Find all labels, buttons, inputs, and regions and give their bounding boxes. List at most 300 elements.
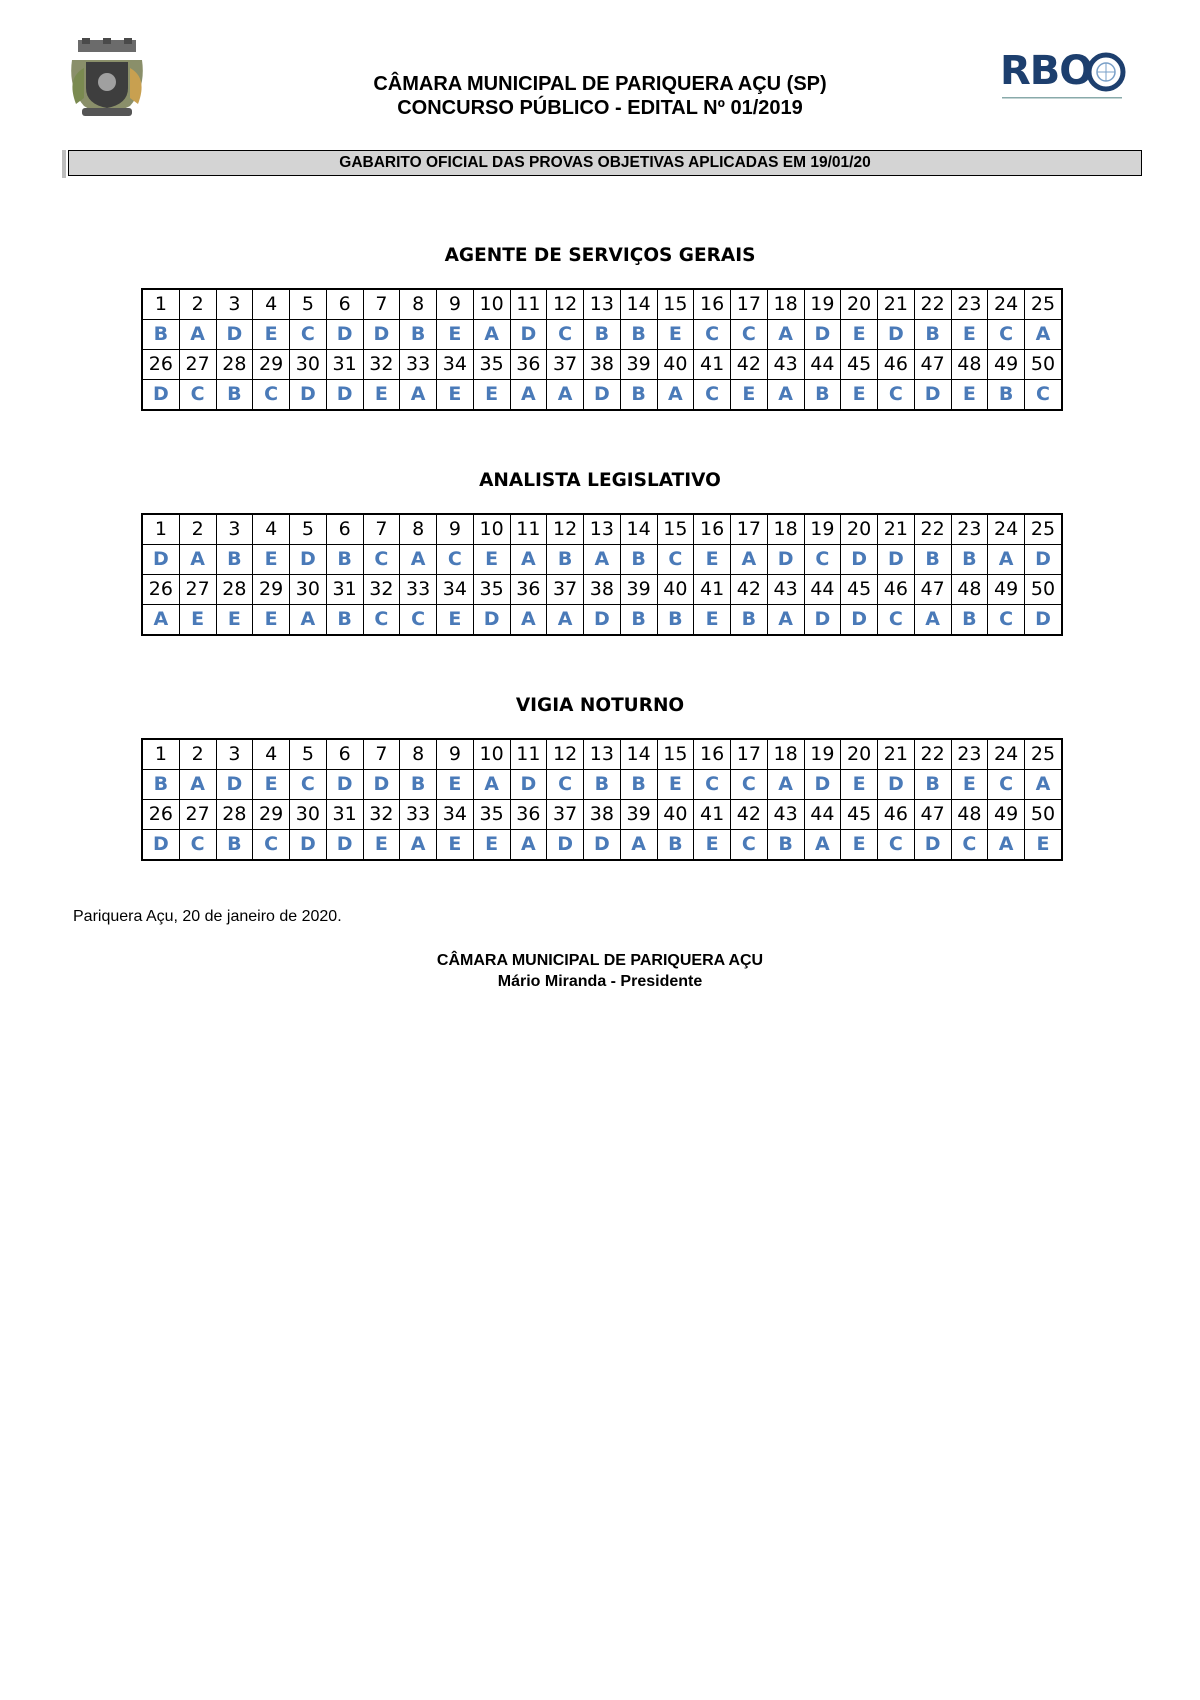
answer-cell: B — [400, 770, 437, 800]
answer-cell: C — [804, 545, 841, 575]
question-number: 38 — [584, 800, 621, 830]
answer-cell: E — [473, 830, 510, 861]
question-number: 16 — [694, 514, 731, 545]
question-number: 49 — [988, 800, 1025, 830]
answer-cell: B — [216, 830, 253, 861]
question-number: 44 — [804, 350, 841, 380]
question-number: 1 — [142, 514, 179, 545]
answer-cell: C — [878, 605, 915, 636]
question-number: 17 — [731, 739, 768, 770]
question-number: 42 — [731, 575, 768, 605]
answer-cell: E — [694, 545, 731, 575]
question-number: 44 — [804, 800, 841, 830]
question-number: 19 — [804, 289, 841, 320]
question-number: 47 — [914, 350, 951, 380]
question-number: 7 — [363, 739, 400, 770]
answer-cell: C — [951, 830, 988, 861]
answer-cell: D — [216, 320, 253, 350]
answer-cell: E — [179, 605, 216, 636]
answer-cell: E — [841, 320, 878, 350]
answer-cell: E — [363, 830, 400, 861]
question-number: 23 — [951, 739, 988, 770]
answer-cell: C — [253, 830, 290, 861]
answer-cell: D — [510, 320, 547, 350]
answer-cell: D — [878, 320, 915, 350]
question-number: 12 — [547, 289, 584, 320]
title-line-1: CÂMARA MUNICIPAL DE PARIQUERA AÇU (SP) — [373, 73, 827, 95]
question-number: 20 — [841, 289, 878, 320]
answer-cell: D — [510, 770, 547, 800]
question-number: 28 — [216, 350, 253, 380]
answer-cell: E — [253, 770, 290, 800]
municipal-crest-icon — [64, 38, 150, 120]
question-number: 21 — [878, 514, 915, 545]
question-number: 50 — [1025, 575, 1062, 605]
question-number: 37 — [547, 800, 584, 830]
question-number: 28 — [216, 575, 253, 605]
answer-cell: C — [363, 605, 400, 636]
question-number: 30 — [290, 350, 327, 380]
answer-cell: C — [988, 320, 1025, 350]
question-number: 43 — [767, 575, 804, 605]
question-number: 32 — [363, 800, 400, 830]
question-number: 4 — [253, 289, 290, 320]
question-number: 16 — [694, 739, 731, 770]
question-number-row — [142, 575, 1062, 605]
question-number: 6 — [326, 289, 363, 320]
question-number: 11 — [510, 514, 547, 545]
answer-cell: B — [914, 545, 951, 575]
question-number-row — [142, 800, 1062, 830]
question-number: 11 — [510, 739, 547, 770]
answer-cell: D — [1025, 605, 1062, 636]
question-number: 15 — [657, 514, 694, 545]
question-number: 4 — [253, 739, 290, 770]
question-number: 9 — [437, 514, 474, 545]
answer-cell: D — [142, 545, 179, 575]
question-number: 7 — [363, 289, 400, 320]
question-number: 32 — [363, 350, 400, 380]
place-date: Pariquera Açu, 20 de janeiro de 2020. — [73, 908, 342, 925]
answer-cell: C — [731, 770, 768, 800]
answer-cell: A — [620, 830, 657, 861]
answer-cell: E — [694, 605, 731, 636]
answer-cell: E — [841, 830, 878, 861]
question-number: 46 — [878, 800, 915, 830]
answer-cell: B — [400, 320, 437, 350]
answer-cell: B — [547, 545, 584, 575]
question-number: 14 — [620, 514, 657, 545]
answer-cell: D — [767, 545, 804, 575]
answer-cell: E — [253, 545, 290, 575]
answer-cell: D — [841, 605, 878, 636]
question-number-row — [142, 289, 1062, 320]
question-number: 10 — [473, 514, 510, 545]
question-number: 24 — [988, 289, 1025, 320]
answer-cell: A — [510, 380, 547, 411]
question-number: 48 — [951, 800, 988, 830]
question-number: 25 — [1025, 289, 1062, 320]
question-number: 44 — [804, 575, 841, 605]
question-number: 45 — [841, 350, 878, 380]
answer-cell: A — [767, 320, 804, 350]
question-number: 15 — [657, 289, 694, 320]
answer-cell: B — [142, 770, 179, 800]
answer-row — [142, 830, 1062, 861]
question-number: 21 — [878, 739, 915, 770]
answer-cell: E — [951, 770, 988, 800]
answer-cell: D — [363, 770, 400, 800]
question-number: 10 — [473, 289, 510, 320]
answer-cell: A — [767, 770, 804, 800]
question-number: 21 — [878, 289, 915, 320]
question-number: 36 — [510, 575, 547, 605]
question-number: 5 — [290, 739, 327, 770]
question-number: 25 — [1025, 739, 1062, 770]
question-number: 14 — [620, 739, 657, 770]
question-number: 35 — [473, 350, 510, 380]
question-number: 50 — [1025, 350, 1062, 380]
question-number: 26 — [142, 350, 179, 380]
answer-cell: C — [253, 380, 290, 411]
section-title: VIGIA NOTURNO — [515, 695, 685, 716]
question-number: 9 — [437, 739, 474, 770]
answer-cell: A — [547, 380, 584, 411]
section-title: ANALISTA LEGISLATIVO — [479, 470, 721, 491]
answer-cell: A — [142, 605, 179, 636]
answer-cell: E — [657, 320, 694, 350]
answer-cell: A — [804, 830, 841, 861]
question-number: 8 — [400, 514, 437, 545]
question-number: 1 — [142, 289, 179, 320]
answer-cell: C — [731, 320, 768, 350]
answer-cell: D — [326, 770, 363, 800]
answer-cell: C — [400, 605, 437, 636]
answer-cell: B — [620, 770, 657, 800]
answer-cell: B — [584, 320, 621, 350]
section-agente — [0, 242, 1200, 405]
answer-cell: D — [804, 770, 841, 800]
question-number: 37 — [547, 575, 584, 605]
answer-cell: D — [547, 830, 584, 861]
answer-cell: D — [1025, 545, 1062, 575]
question-number: 13 — [584, 289, 621, 320]
question-number: 2 — [179, 739, 216, 770]
answer-cell: B — [914, 770, 951, 800]
answer-cell: A — [510, 605, 547, 636]
question-number: 22 — [914, 514, 951, 545]
signature-org: CÂMARA MUNICIPAL DE PARIQUERA AÇU — [436, 952, 764, 969]
answer-cell: E — [731, 380, 768, 411]
question-number: 5 — [290, 514, 327, 545]
question-number: 32 — [363, 575, 400, 605]
answer-cell: B — [620, 605, 657, 636]
section-analista — [0, 467, 1200, 630]
answer-cell: A — [400, 830, 437, 861]
question-number: 33 — [400, 575, 437, 605]
question-number: 48 — [951, 575, 988, 605]
answer-cell: E — [253, 320, 290, 350]
title-line-2: CONCURSO PÚBLICO - EDITAL Nº 01/2019 — [397, 97, 803, 119]
answer-cell: B — [804, 380, 841, 411]
answer-cell: A — [731, 545, 768, 575]
question-number: 7 — [363, 514, 400, 545]
question-number: 26 — [142, 800, 179, 830]
section-title: AGENTE DE SERVIÇOS GERAIS — [444, 245, 756, 266]
answer-grid — [141, 288, 1063, 411]
question-number: 42 — [731, 350, 768, 380]
answer-cell: D — [804, 320, 841, 350]
question-number: 41 — [694, 350, 731, 380]
question-number: 29 — [253, 575, 290, 605]
answer-cell: D — [290, 830, 327, 861]
question-number: 43 — [767, 800, 804, 830]
answer-cell: C — [988, 605, 1025, 636]
answer-cell: C — [878, 830, 915, 861]
answer-grid — [141, 738, 1063, 861]
question-number: 36 — [510, 800, 547, 830]
answer-cell: A — [1025, 320, 1062, 350]
answer-cell: E — [473, 380, 510, 411]
question-number: 22 — [914, 739, 951, 770]
answer-cell: A — [473, 320, 510, 350]
question-number: 28 — [216, 800, 253, 830]
answer-cell: C — [731, 830, 768, 861]
answer-cell: A — [1025, 770, 1062, 800]
question-number: 29 — [253, 800, 290, 830]
answer-cell: C — [694, 320, 731, 350]
answer-cell: D — [326, 380, 363, 411]
question-number: 19 — [804, 514, 841, 545]
answer-cell: B — [988, 380, 1025, 411]
answer-cell: A — [988, 545, 1025, 575]
answer-cell: D — [584, 830, 621, 861]
question-number: 18 — [767, 289, 804, 320]
answer-cell: A — [179, 770, 216, 800]
answer-cell: B — [657, 830, 694, 861]
question-number: 40 — [657, 350, 694, 380]
answer-cell: E — [951, 320, 988, 350]
question-number: 42 — [731, 800, 768, 830]
answer-row — [142, 605, 1062, 636]
question-number: 10 — [473, 739, 510, 770]
question-number: 19 — [804, 739, 841, 770]
answer-cell: D — [841, 545, 878, 575]
answer-cell: E — [694, 830, 731, 861]
answer-cell: B — [216, 380, 253, 411]
answer-cell: D — [290, 380, 327, 411]
answer-cell: A — [290, 605, 327, 636]
question-number: 13 — [584, 739, 621, 770]
question-number: 18 — [767, 739, 804, 770]
answer-cell: A — [547, 605, 584, 636]
question-number: 27 — [179, 800, 216, 830]
answer-cell: C — [657, 545, 694, 575]
answer-cell: D — [363, 320, 400, 350]
answer-cell: E — [216, 605, 253, 636]
question-number: 46 — [878, 575, 915, 605]
answer-cell: C — [290, 320, 327, 350]
question-number: 22 — [914, 289, 951, 320]
answer-cell: C — [547, 770, 584, 800]
answer-cell: D — [584, 380, 621, 411]
answer-cell: D — [142, 830, 179, 861]
question-number: 17 — [731, 514, 768, 545]
question-number: 17 — [731, 289, 768, 320]
question-number: 13 — [584, 514, 621, 545]
section-vigia — [0, 692, 1200, 855]
question-number: 40 — [657, 800, 694, 830]
question-number: 14 — [620, 289, 657, 320]
answer-cell: D — [326, 830, 363, 861]
rbo-logo-icon — [1000, 48, 1128, 108]
question-number: 41 — [694, 575, 731, 605]
question-number: 29 — [253, 350, 290, 380]
answer-cell: B — [731, 605, 768, 636]
answer-cell: D — [878, 545, 915, 575]
question-number: 2 — [179, 289, 216, 320]
question-number: 34 — [437, 350, 474, 380]
answer-cell: E — [951, 380, 988, 411]
answer-cell: D — [142, 380, 179, 411]
page-title — [200, 72, 1000, 120]
question-number: 9 — [437, 289, 474, 320]
answer-cell: B — [951, 545, 988, 575]
question-number: 39 — [620, 350, 657, 380]
answer-cell: E — [437, 830, 474, 861]
answer-cell: E — [437, 380, 474, 411]
answer-cell: D — [290, 545, 327, 575]
question-number: 45 — [841, 800, 878, 830]
signature-block — [300, 950, 900, 992]
question-number: 47 — [914, 575, 951, 605]
rbo-logo-text: RBO — [1000, 48, 1093, 94]
question-number: 6 — [326, 739, 363, 770]
answer-cell: E — [841, 770, 878, 800]
question-number: 3 — [216, 739, 253, 770]
answer-cell: A — [400, 545, 437, 575]
question-number: 31 — [326, 800, 363, 830]
answer-row — [142, 545, 1062, 575]
answer-cell: E — [437, 770, 474, 800]
answer-cell: A — [400, 380, 437, 411]
question-number: 18 — [767, 514, 804, 545]
answer-cell: A — [988, 830, 1025, 861]
answer-cell: D — [584, 605, 621, 636]
answer-cell: B — [620, 380, 657, 411]
question-number: 49 — [988, 350, 1025, 380]
question-number: 12 — [547, 514, 584, 545]
answer-cell: E — [437, 320, 474, 350]
answer-cell: A — [510, 830, 547, 861]
question-number-row — [142, 739, 1062, 770]
question-number: 3 — [216, 514, 253, 545]
answer-cell: A — [767, 380, 804, 411]
answer-cell: C — [363, 545, 400, 575]
answer-cell: A — [473, 770, 510, 800]
question-number: 6 — [326, 514, 363, 545]
banner: GABARITO OFICIAL DAS PROVAS OBJETIVAS APLICADAS EM 19/01/20 — [68, 150, 1142, 176]
signature-name: Mário Miranda - Presidente — [497, 973, 703, 990]
answer-cell: D — [473, 605, 510, 636]
question-number: 43 — [767, 350, 804, 380]
answer-cell: D — [914, 830, 951, 861]
answer-cell: A — [179, 320, 216, 350]
question-number: 23 — [951, 514, 988, 545]
question-number: 8 — [400, 739, 437, 770]
question-number: 25 — [1025, 514, 1062, 545]
question-number-row — [142, 350, 1062, 380]
question-number: 45 — [841, 575, 878, 605]
question-number: 4 — [253, 514, 290, 545]
answer-cell: B — [620, 545, 657, 575]
answer-cell: B — [326, 545, 363, 575]
answer-cell: B — [620, 320, 657, 350]
question-number-row — [142, 514, 1062, 545]
question-number: 35 — [473, 575, 510, 605]
answer-cell: C — [437, 545, 474, 575]
answer-cell: B — [657, 605, 694, 636]
question-number: 20 — [841, 739, 878, 770]
answer-cell: B — [951, 605, 988, 636]
answer-cell: A — [914, 605, 951, 636]
answer-cell: E — [841, 380, 878, 411]
question-number: 48 — [951, 350, 988, 380]
question-number: 36 — [510, 350, 547, 380]
answer-cell: B — [216, 545, 253, 575]
question-number: 16 — [694, 289, 731, 320]
question-number: 33 — [400, 800, 437, 830]
answer-cell: B — [767, 830, 804, 861]
question-number: 15 — [657, 739, 694, 770]
question-number: 50 — [1025, 800, 1062, 830]
answer-grid — [141, 513, 1063, 636]
question-number: 24 — [988, 514, 1025, 545]
answer-cell: B — [584, 770, 621, 800]
answer-cell: A — [179, 545, 216, 575]
question-number: 39 — [620, 800, 657, 830]
rbo-tagline-mark — [1002, 96, 1126, 102]
answer-cell: E — [1025, 830, 1062, 861]
answer-cell: C — [547, 320, 584, 350]
question-number: 5 — [290, 289, 327, 320]
question-number: 24 — [988, 739, 1025, 770]
question-number: 3 — [216, 289, 253, 320]
answer-cell: B — [914, 320, 951, 350]
answer-cell: D — [914, 380, 951, 411]
answer-cell: E — [253, 605, 290, 636]
question-number: 20 — [841, 514, 878, 545]
question-number: 1 — [142, 739, 179, 770]
question-number: 47 — [914, 800, 951, 830]
question-number: 27 — [179, 575, 216, 605]
answer-cell: B — [142, 320, 179, 350]
question-number: 27 — [179, 350, 216, 380]
answer-cell: D — [326, 320, 363, 350]
answer-cell: A — [767, 605, 804, 636]
answer-cell: D — [804, 605, 841, 636]
answer-cell: A — [510, 545, 547, 575]
banner-shadow — [62, 150, 66, 178]
answer-cell: C — [878, 380, 915, 411]
answer-cell: D — [216, 770, 253, 800]
question-number: 34 — [437, 575, 474, 605]
question-number: 39 — [620, 575, 657, 605]
question-number: 26 — [142, 575, 179, 605]
question-number: 46 — [878, 350, 915, 380]
question-number: 35 — [473, 800, 510, 830]
question-number: 41 — [694, 800, 731, 830]
